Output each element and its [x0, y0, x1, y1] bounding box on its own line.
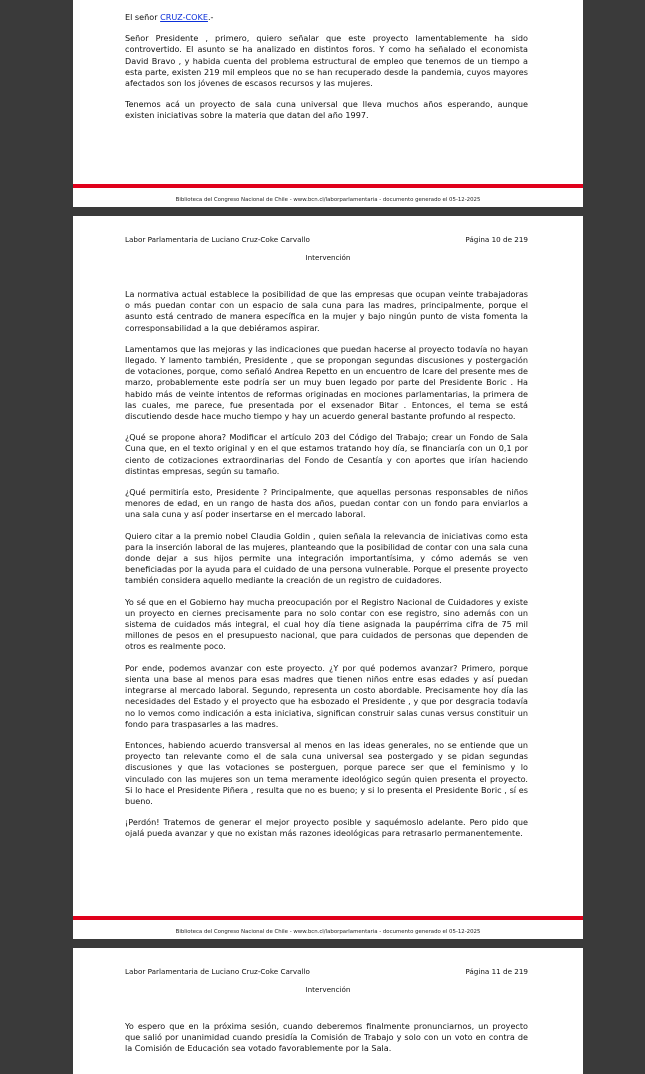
speaker-prefix: El señor: [125, 12, 161, 22]
paragraph: Entonces, habiendo acuerdo transversal al menos en las ideas generales, no se entiende que un proyecto tan relevante como el de sala cuna universal sea postergado y se pidan segundas discusiones y que las votaciones se posterguen, porque parece ser que el feminismo y lo vinculado con las mujeres son un tema meramente ideológico según quien presenta el proyecto. Si lo hace el Presidente Piñera , resulta que no es bueno; y si lo presenta el Presidente Boric , sí es bueno.: [125, 739, 528, 806]
document-page-1: [73, 0, 583, 207]
running-header-title: Labor Parlamentaria de Luciano Cruz-Coke Carvallo: [125, 967, 310, 976]
section-heading: Intervención: [305, 253, 351, 262]
document-page-10: [73, 216, 583, 939]
paragraph: Señor Presidente , primero, quiero señalar que este proyecto lamentablemente ha sido controvertido. El asunto se ha analizado en distintos foros. Y como ha señalado el economista David Bravo , y habida cuenta del problema estructural de empleo que tenemos de un tiempo a esta parte, existen 219 mil empleos que no se han recuperado desde la pandemia, cuyos mayores afectados son los jóvenes de escasos recursos y las mujeres.: [125, 33, 528, 89]
section-heading: Intervención: [305, 985, 351, 994]
footer-divider: [73, 184, 583, 188]
paragraph: Yo espero que en la próxima sesión, cuando deberemos finalmente pronunciarnos, un proyecto que salió por unanimidad cuando presidía la Comisión de Trabajo y solo con un voto en contra de la Comisión de Educación sea votado favorablemente por la Sala.: [125, 1021, 528, 1054]
document-page-11: [73, 948, 583, 1074]
page-number: Página 11 de 219: [465, 967, 528, 976]
speaker-suffix: .-: [207, 12, 214, 22]
page-10-body: [125, 289, 528, 850]
paragraph: Por ende, podemos avanzar con este proyecto. ¿Y por qué podemos avanzar? Primero, porque sienta una base al menos para esas madres que tienen niños entre esas edades y así puedan integrarse al mercado laboral. Segundo, representa un costo abordable. Precisamente hoy día las necesidades del Estado y el proyecto que ha esbozado el Presidente , y que por desgracia todavía no lo vemos como indicación a esta iniciativa, significan construir salas cunas versus constituir un fondo para traspasarles a las madres.: [125, 662, 528, 729]
page-footer: Biblioteca del Congreso Nacional de Chile - www.bcn.cl/laborparlamentaria - documento generado el 05-12-2025: [175, 197, 481, 203]
page-footer: Biblioteca del Congreso Nacional de Chile - www.bcn.cl/laborparlamentaria - documento generado el 05-12-2025: [175, 929, 481, 935]
page-11-body: [125, 1021, 528, 1065]
paragraph: Quiero citar a la premio nobel Claudia Goldin , quien señala la relevancia de iniciativas como esta para la inserción laboral de las mujeres, planteando que la posibilidad de contar con una sala cuna donde dejar a sus hijos permite una integración importantísima, y cómo además se ven beneficiadas por la ayuda para el cuidado de una persona vulnerable. Porque el presente proyecto también considera aquello mediante la creación de un registro de cuidadores.: [125, 530, 528, 586]
running-header-title: Labor Parlamentaria de Luciano Cruz-Coke Carvallo: [125, 235, 310, 244]
paragraph: Lamentamos que las mejoras y las indicaciones que puedan hacerse al proyecto todavía no hayan llegado. Y lamento también, Presidente , que se propongan segundas discusiones y postergación de votaciones, porque, como señaló Andrea Repetto en un encuentro de Icare del presente mes de marzo, probablemente este podría ser un muy buen legado por parte del Presidente Boric . Ha habido más de veinte intentos de reformas originadas en mociones parlamentarias, la primera de las cuales, me parece, fue presentada por el exsenador Bitar . Entonces, el tema se está discutiendo desde hace mucho tiempo y hay un acuerdo general bastante profundo al respecto.: [125, 343, 528, 422]
paragraph: ¡Perdón! Tratemos de generar el mejor proyecto posible y saquémoslo adelante. Pero pido que ojalá pueda avanzar y que no existan más razones ideológicas para retrasarlo permanentemente.: [125, 817, 528, 839]
page-number: Página 10 de 219: [465, 235, 528, 244]
paragraph: ¿Qué permitiría esto, Presidente ? Principalmente, que aquellas personas responsables de niños menores de edad, en un rango de hasta dos años, puedan contar con un fondo para enviarlos a una sala cuna y así poder insertarse en el mercado laboral.: [125, 487, 528, 520]
footer-divider: [73, 916, 583, 920]
paragraph: ¿Qué se propone ahora? Modificar el artículo 203 del Código del Trabajo; crear un Fondo de Sala Cuna que, en el texto original y en el que estamos tratando hoy día, se financiaría con un 0,1 por ciento de cotizaciones extraordinarias del Fondo de Cesantía y con aportes que irían haciendo distintas empresas, según su tamaño.: [125, 432, 528, 476]
paragraph: Yo sé que en el Gobierno hay mucha preocupación por el Registro Nacional de Cuidadores y existe un proyecto en ciernes precisamente para no solo contar con ese registro, sino además con un sistema de cuidados más integral, el cual hoy día tiene asignada la paupérrima cifra de 75 mil millones de pesos en el presupuesto nacional, que para cuidados de personas que dependen de otros es realmente poco.: [125, 596, 528, 652]
page-1-body: [125, 12, 528, 132]
paragraph: Tenemos acá un proyecto de sala cuna universal que lleva muchos años esperando, aunque existen iniciativas sobre la materia que datan del año 1997.: [125, 99, 528, 121]
paragraph: La normativa actual establece la posibilidad de que las empresas que ocupan veinte trabajadoras o más puedan contar con un espacio de sala cuna para las madres, principalmente, porque el asunto está centrado de manera específica en la mujer y bajo ningún punto de vista fomenta la corresponsabilidad a la que debiéramos aspirar.: [125, 289, 528, 333]
speaker-line: [125, 12, 528, 23]
speaker-link[interactable]: CRUZ-COKE: [160, 12, 208, 22]
